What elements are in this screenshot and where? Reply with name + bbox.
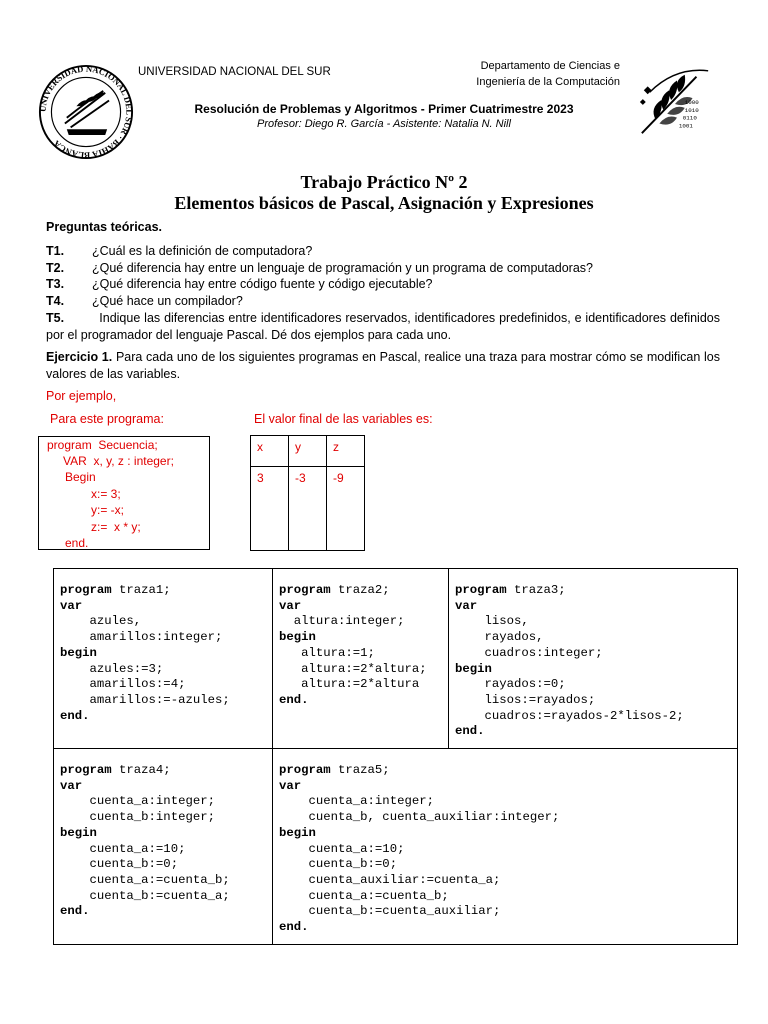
code-keyword: end.: [279, 920, 309, 935]
svg-text:1010: 1010: [684, 106, 699, 114]
code-keyword: program: [455, 583, 507, 597]
example-program-line: VAR x, y, z : integer;: [63, 454, 174, 468]
code-text: traza1;: [119, 583, 171, 597]
program-code-traza5: [279, 763, 731, 936]
question-text: ¿Qué diferencia hay entre código fuente y código ejecutable?: [92, 277, 433, 291]
program-code-traza4: [60, 763, 266, 920]
code-keyword: begin: [279, 630, 316, 645]
code-keyword: end.: [455, 724, 485, 739]
program-cell-traza1: [54, 569, 273, 749]
question-number: T1.: [46, 244, 65, 258]
code-text: cuenta_a:integer; cuenta_b, cuenta_auxiliar:integer;: [308, 794, 560, 825]
question-number: T3.: [46, 277, 65, 291]
code-keyword: var: [455, 598, 478, 613]
code-text: azules, amarillos:integer;: [89, 614, 223, 645]
question-text: ¿Cuál es la definición de computadora?: [92, 244, 313, 258]
code-keyword: end.: [60, 708, 90, 723]
code-text: lisos, rayados, cuadros:integer;: [484, 614, 603, 660]
department-line-1: Departamento de Ciencias e: [480, 60, 620, 72]
question-number: T5.: [46, 311, 65, 325]
code-text: cuenta_a:integer; cuenta_b:integer;: [89, 794, 215, 825]
code-keyword: end.: [279, 692, 309, 707]
example-program-line: end.: [65, 536, 89, 550]
example-program-box: [38, 436, 210, 550]
example-program-line: y:= -x;: [91, 503, 125, 517]
example-program-line: program Secuencia;: [47, 438, 158, 452]
svg-text:1001: 1001: [678, 122, 693, 130]
code-text: traza2;: [338, 583, 390, 597]
trace-header-cell: x: [251, 436, 289, 467]
program-cell-traza3: [449, 569, 738, 749]
program-cell-traza4: [54, 749, 273, 945]
professors-line: Profesor: Diego R. García - Asistente: Natalia N. Nill: [257, 118, 511, 130]
code-text: azules:=3; amarillos:=4; amarillos:=-azules;: [89, 661, 230, 707]
code-text: traza4;: [119, 763, 171, 778]
code-text: traza3;: [514, 583, 566, 597]
program-code-traza1: [60, 583, 266, 724]
trace-value-cell: 3: [251, 467, 289, 551]
program-cell-traza5: [273, 749, 738, 945]
program-code-traza3: [455, 583, 731, 740]
example-values-caption: El valor final de las variables es:: [254, 412, 433, 426]
code-keyword: var: [60, 778, 83, 793]
question-t1: [46, 243, 720, 260]
programs-table: [53, 568, 738, 945]
svg-text:0110: 0110: [682, 114, 697, 122]
example-program-line: Begin: [65, 470, 96, 484]
question-number: T4.: [46, 294, 65, 308]
svg-text:1000: 1000: [684, 98, 699, 106]
example-intro: Por ejemplo,: [46, 389, 117, 403]
code-keyword: begin: [60, 645, 97, 660]
question-text: Indique las diferencias entre identificadores reservados, identificadores predefinidos, e identificadores definidos por el programador del lenguaje Pascal. Dé dos ejemplos para cada uno.: [46, 311, 720, 342]
course-title: Resolución de Problemas y Algoritmos - Primer Cuatrimestre 2023: [194, 102, 574, 116]
code-keyword: program: [279, 583, 331, 597]
question-text: ¿Qué diferencia hay entre un lenguaje de programación y un programa de computadoras?: [92, 261, 594, 275]
exercise-1: [46, 349, 720, 382]
example-trace-table: [250, 435, 365, 551]
code-keyword: var: [279, 598, 302, 613]
department-line-2: Ingeniería de la Computación: [476, 76, 620, 88]
exercise-label: Ejercicio 1.: [46, 350, 113, 364]
theory-heading: Preguntas teóricas.: [46, 220, 163, 234]
question-t5: [46, 310, 720, 343]
code-keyword: program: [279, 763, 331, 778]
program-code-traza2: [279, 583, 442, 709]
trace-value-cell: -3: [289, 467, 327, 551]
code-text: cuenta_a:=10; cuenta_b:=0; cuenta_a:=cuenta_b; cuenta_b:=cuenta_a;: [89, 841, 230, 903]
question-t4: [46, 293, 720, 310]
code-text: traza5;: [338, 763, 390, 778]
example-program-line: x:= 3;: [91, 487, 121, 501]
code-keyword: var: [60, 598, 83, 613]
code-keyword: var: [279, 778, 302, 793]
practice-title: Trabajo Práctico Nº 2: [300, 172, 468, 192]
university-name: UNIVERSIDAD NACIONAL DEL SUR: [138, 66, 331, 78]
code-keyword: begin: [455, 661, 492, 676]
code-keyword: end.: [60, 904, 90, 919]
question-t2: [46, 260, 720, 277]
question-t3: [46, 276, 720, 293]
code-keyword: begin: [60, 825, 97, 840]
code-text: altura:integer;: [293, 614, 405, 629]
program-cell-traza2: [273, 569, 449, 749]
question-number: T2.: [46, 261, 65, 275]
practice-subtitle: Elementos básicos de Pascal, Asignación y Expresiones: [174, 193, 594, 213]
trace-header-cell: z: [327, 436, 365, 467]
example-program-line: z:= x * y;: [91, 520, 141, 534]
department-name: [476, 58, 620, 90]
question-text: ¿Qué hace un compilador?: [92, 294, 243, 308]
code-keyword: begin: [279, 825, 316, 840]
trace-value-cell: -9: [327, 467, 365, 551]
svg-text:UNIVERSIDAD NACIONAL DEL SUR ·: UNIVERSIDAD NACIONAL DEL SUR · BAHIA BLANCA: [38, 64, 134, 160]
trace-header-cell: y: [289, 436, 327, 467]
code-text: altura:=1; altura:=2*altura; altura:=2*altura: [301, 645, 427, 692]
exercise-text: Para cada uno de los siguientes programas en Pascal, realice una traza para mostrar cómo se modifican los valores de las variables.: [46, 350, 720, 381]
code-keyword: program: [60, 763, 112, 778]
code-text: cuenta_a:=10; cuenta_b:=0; cuenta_auxiliar:=cuenta_a; cuenta_a:=cuenta_b; cuenta_b:=cuenta_auxiliar;: [308, 841, 501, 919]
example-program-caption: Para este programa:: [50, 412, 164, 426]
code-text: rayados:=0; lisos:=rayados; cuadros:=rayados-2*lisos-2;: [484, 677, 684, 723]
code-keyword: program: [60, 583, 112, 597]
